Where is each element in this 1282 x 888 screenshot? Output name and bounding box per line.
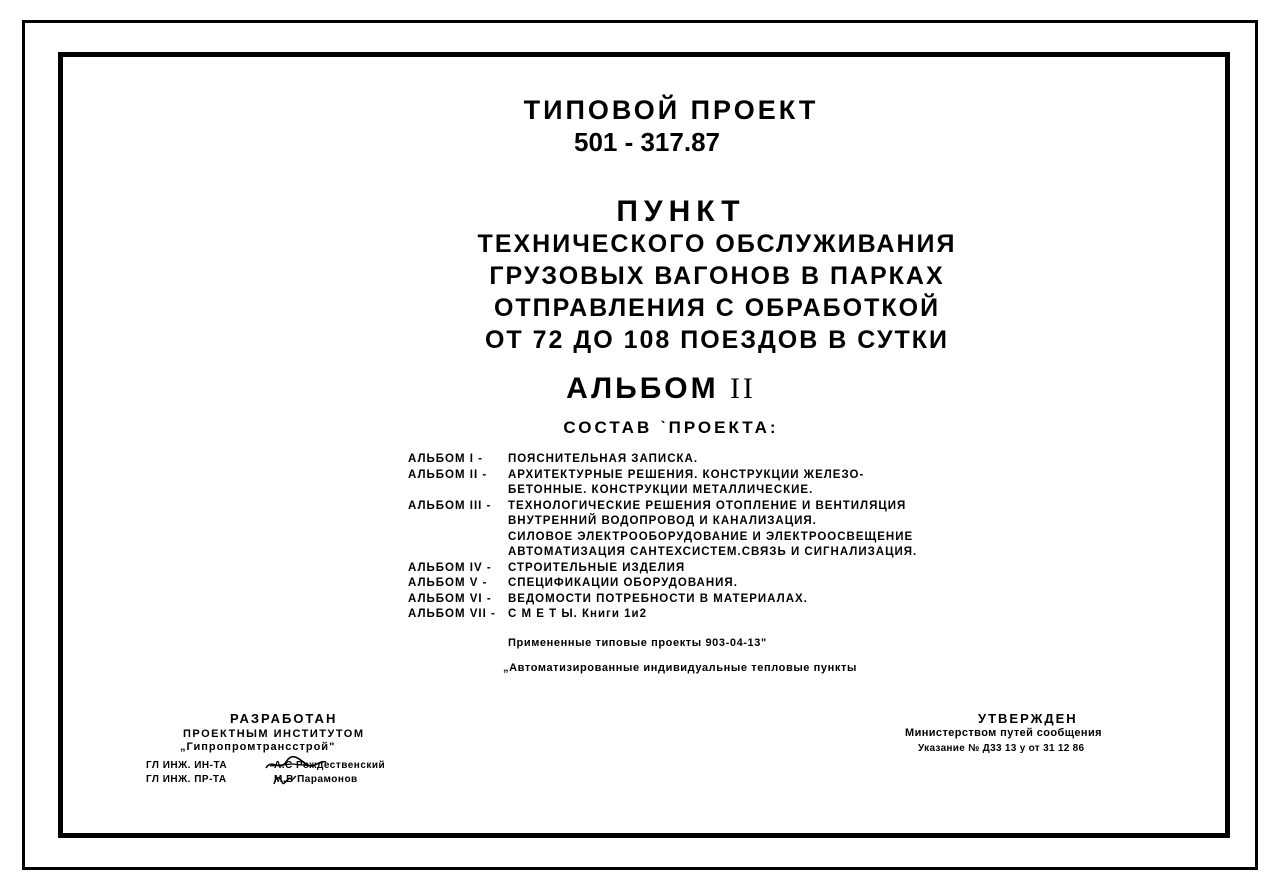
album-list-item	[408, 607, 917, 623]
album-list-item	[408, 592, 917, 608]
album-description: ВНУТРЕННИЙ ВОДОПРОВОД И КАНАЛИЗАЦИЯ.	[508, 515, 817, 527]
title-line-4: ОТПРАВЛЕНИЯ С ОБРАБОТКОЙ	[493, 294, 941, 322]
album-key	[408, 514, 508, 530]
approval-directive: Указание № Д33 13 у от 31 12 86	[918, 743, 1085, 754]
album-description: С М Е Т Ы. Книги 1и2	[508, 608, 647, 620]
composition-heading: СОСТАВ ˋПРОЕКТА:	[563, 418, 779, 437]
staff-role: ГЛ ИНЖ. ПР-ТА	[146, 774, 227, 785]
album-description: СТРОИТЕЛЬНЫЕ ИЗДЕЛИЯ	[508, 561, 686, 574]
album-list-item	[408, 499, 917, 515]
album-key	[408, 530, 508, 546]
album-description: ВЕДОМОСТИ ПОТРЕБНОСТИ В МАТЕРИАЛАХ.	[508, 592, 808, 605]
title-line-1: ПУНКТ	[616, 195, 746, 228]
album-list-item	[408, 576, 917, 592]
album-list	[408, 452, 917, 623]
developer-institute-name: „Гипропромтрансстрой"	[180, 741, 336, 753]
album-list-item	[408, 514, 917, 530]
signatures	[262, 754, 332, 788]
album-description: БЕТОННЫЕ. КОНСТРУКЦИИ МЕТАЛЛИЧЕСКИЕ.	[508, 484, 814, 496]
approval-ministry: Министерством путей сообщения	[905, 727, 1102, 739]
album-list-item	[408, 483, 917, 499]
album-list-item	[408, 530, 917, 546]
album-label: АЛЬБОМ	[566, 372, 719, 405]
album-key: АЛЬБОМ IV -	[408, 561, 492, 574]
title-line-3: ГРУЗОВЫХ ВАГОНОВ В ПАРКАХ	[489, 262, 945, 290]
album-description: ТЕХНОЛОГИЧЕСКИЕ РЕШЕНИЯ ОТОПЛЕНИЕ И ВЕНТИЛЯЦИЯ	[508, 499, 907, 512]
album-key	[408, 483, 508, 499]
album-key: АЛЬБОМ III -	[408, 499, 492, 512]
album-number: II	[729, 372, 756, 405]
title-line-2: ТЕХНИЧЕСКОГО ОБСЛУЖИВАНИЯ	[477, 230, 957, 258]
title-line-5: ОТ 72 ДО 108 ПОЕЗДОВ В СУТКИ	[484, 326, 950, 354]
album-key: АЛЬБОМ II -	[408, 468, 488, 481]
staff-name: М.В Парамонов	[274, 774, 358, 785]
album-description: АВТОМАТИЗАЦИЯ САНТЕХСИСТЕМ.СВЯЗЬ И СИГНАЛИЗАЦИЯ.	[508, 546, 918, 558]
applied-projects-line-1: Примененные типовые проекты 903-04-13"	[508, 637, 767, 649]
album-list-item	[408, 545, 917, 561]
developer-title: РАЗРАБОТАН	[230, 711, 338, 726]
album-key: АЛЬБОМ V -	[408, 577, 488, 589]
album-key: АЛЬБОМ I -	[408, 453, 483, 465]
album-heading	[20, 372, 1282, 406]
album-key	[408, 545, 508, 561]
album-description: СПЕЦИФИКАЦИИ ОБОРУДОВАНИЯ.	[508, 577, 738, 589]
applied-projects-line-2: „Автоматизированные индивидуальные тепловые пункты	[503, 662, 857, 674]
album-list-item	[408, 452, 917, 468]
album-list-item	[408, 468, 917, 484]
approval-title: УТВЕРЖДЕН	[978, 711, 1078, 726]
developer-institute-line: ПРОЕКТНЫМ ИНСТИТУТОМ	[183, 728, 365, 740]
album-list-item	[408, 561, 917, 577]
album-description: СИЛОВОЕ ЭЛЕКТРООБОРУДОВАНИЕ И ЭЛЕКТРООСВЕЩЕНИЕ	[508, 530, 914, 543]
album-description: ПОЯСНИТЕЛЬНАЯ ЗАПИСКА.	[508, 453, 699, 465]
album-key: АЛЬБОМ VI -	[408, 592, 492, 605]
staff-role: ГЛ ИНЖ. ИН-ТА	[146, 760, 228, 771]
project-type-heading: ТИПОВОЙ ПРОЕКТ	[523, 95, 819, 125]
album-key: АЛЬБОМ VII -	[408, 608, 496, 620]
album-description: АРХИТЕКТУРНЫЕ РЕШЕНИЯ. КОНСТРУКЦИИ ЖЕЛЕЗО-	[508, 468, 865, 481]
staff-name: А.С Рождественский	[274, 760, 386, 771]
project-number: 501 - 317.87	[573, 127, 720, 157]
